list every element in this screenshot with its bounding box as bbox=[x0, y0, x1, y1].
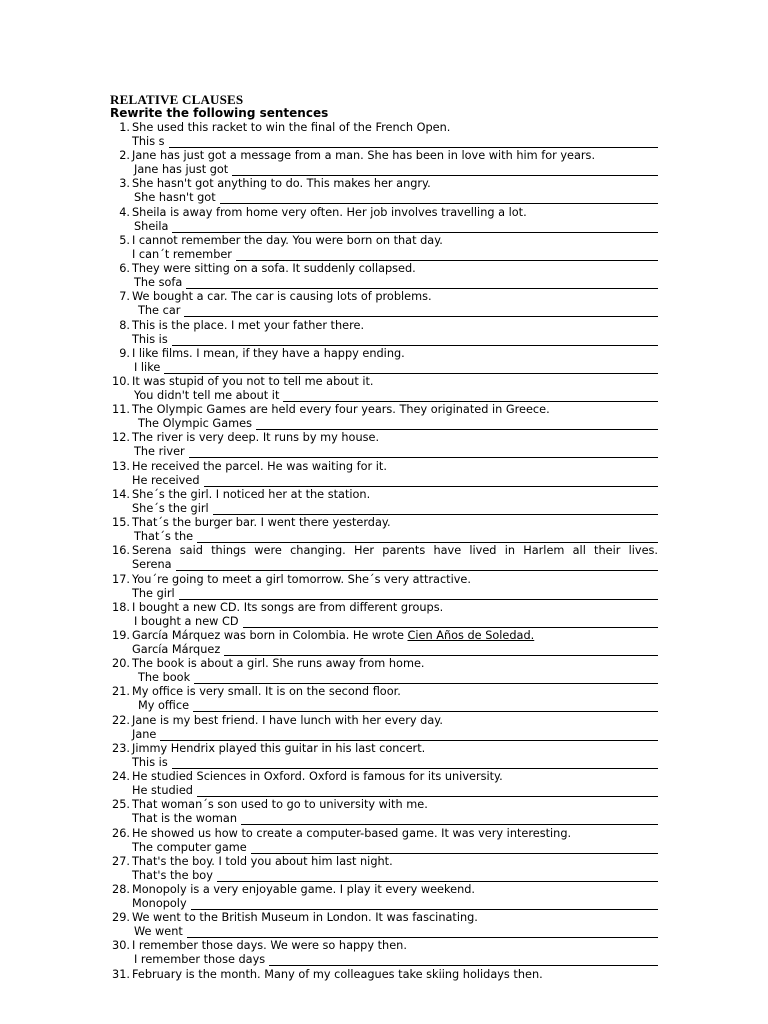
item-sentence-text: Jane is my best friend. I have lunch with her every day. bbox=[132, 713, 443, 727]
exercise-item bbox=[110, 375, 660, 403]
worksheet-title: RELATIVE CLAUSES bbox=[110, 92, 244, 107]
answer-blank-line[interactable] bbox=[251, 853, 658, 854]
item-number: 1. bbox=[119, 121, 130, 134]
item-number: 31. bbox=[112, 967, 130, 981]
item-sentence-text: Monopoly is a very enjoyable game. I play it every weekend. bbox=[132, 882, 476, 896]
item-sentence bbox=[132, 206, 527, 219]
item-sentence bbox=[132, 319, 364, 332]
item-number: 13. bbox=[112, 459, 130, 473]
answer-prompt: He studied bbox=[132, 784, 193, 798]
exercise-item bbox=[110, 403, 660, 431]
item-sentence-text: That´s the burger bar. I went there yesterday. bbox=[132, 516, 391, 530]
item-number: 7. bbox=[119, 290, 130, 304]
answer-blank-line[interactable] bbox=[256, 429, 658, 430]
answer-blank-line[interactable] bbox=[172, 768, 658, 769]
item-sentence bbox=[132, 827, 571, 840]
item-sentence-text: Jimmy Hendrix played this guitar in his last concert. bbox=[132, 741, 426, 755]
exercise-item bbox=[110, 911, 660, 939]
item-number: 16. bbox=[112, 544, 130, 558]
answer-prompt: This is bbox=[132, 755, 168, 769]
exercise-item bbox=[110, 319, 660, 347]
item-number: 20. bbox=[112, 657, 130, 671]
exercise-item bbox=[110, 516, 660, 544]
item-sentence bbox=[132, 403, 550, 416]
exercise-item bbox=[110, 714, 660, 742]
item-sentence-text: She´s the girl. I noticed her at the station. bbox=[132, 487, 371, 501]
answer-prompt: García Márquez bbox=[132, 642, 221, 656]
item-sentence bbox=[132, 290, 432, 303]
exercise-item bbox=[110, 544, 660, 572]
item-sentence-text: I bought a new CD. Its songs are from different groups. bbox=[132, 600, 444, 614]
answer-prompt: Serena bbox=[132, 558, 172, 572]
item-number: 2. bbox=[119, 149, 130, 163]
answer-blank-line[interactable] bbox=[197, 796, 658, 797]
item-sentence bbox=[132, 121, 450, 134]
item-sentence bbox=[132, 770, 503, 783]
answer-prompt: She´s the girl bbox=[132, 501, 209, 515]
answer-prompt: The Olympic Games bbox=[138, 417, 252, 431]
answer-prompt: I can´t remember bbox=[132, 247, 232, 261]
answer-blank-line[interactable] bbox=[193, 711, 658, 712]
item-sentence bbox=[132, 855, 393, 868]
exercise-item bbox=[110, 798, 660, 826]
item-sentence-text: They were sitting on a sofa. It suddenly collapsed. bbox=[132, 262, 416, 276]
answer-prompt: We went bbox=[134, 925, 183, 939]
exercise-item bbox=[110, 657, 660, 685]
answer-prompt: He received bbox=[132, 473, 200, 487]
exercise-item bbox=[110, 742, 660, 770]
exercise-item bbox=[110, 121, 660, 149]
answer-blank-line[interactable] bbox=[160, 740, 658, 741]
answer-prompt: The girl bbox=[132, 586, 175, 600]
exercise-item bbox=[110, 262, 660, 290]
answer-blank-line[interactable] bbox=[194, 683, 658, 684]
exercise-item bbox=[110, 149, 660, 177]
answer-prompt: The car bbox=[138, 304, 181, 318]
item-number: 25. bbox=[112, 798, 130, 812]
item-sentence-text: The river is very deep. It runs by my house. bbox=[132, 431, 380, 445]
item-number: 6. bbox=[119, 262, 130, 276]
answer-prompt: The computer game bbox=[132, 840, 247, 854]
item-sentence-text: It was stupid of you not to tell me about it. bbox=[132, 374, 374, 388]
item-number: 19. bbox=[112, 628, 130, 642]
item-sentence bbox=[132, 516, 391, 529]
exercise-item bbox=[110, 770, 660, 798]
answer-blank-line[interactable] bbox=[184, 316, 658, 317]
item-sentence bbox=[132, 149, 595, 162]
answer-prompt: That's the boy bbox=[132, 868, 213, 882]
item-number: 29. bbox=[112, 911, 130, 925]
item-number: 15. bbox=[112, 516, 130, 530]
item-sentence bbox=[132, 431, 379, 444]
item-sentence bbox=[132, 262, 416, 275]
item-sentence-text: She used this racket to win the final of the French Open. bbox=[132, 121, 451, 134]
answer-prompt: This s bbox=[132, 135, 165, 148]
item-number: 3. bbox=[119, 177, 130, 191]
exercise-item bbox=[110, 460, 660, 488]
item-number: 17. bbox=[112, 572, 130, 586]
item-sentence-text: You´re going to meet a girl tomorrow. She´s very attractive. bbox=[132, 572, 471, 586]
item-sentence bbox=[132, 742, 425, 755]
item-number: 26. bbox=[112, 826, 130, 840]
item-sentence bbox=[132, 573, 471, 586]
item-number: 4. bbox=[119, 205, 130, 219]
answer-blank-line[interactable] bbox=[176, 570, 658, 571]
exercise-item bbox=[110, 629, 660, 657]
answer-blank-line[interactable] bbox=[169, 147, 658, 148]
item-number: 12. bbox=[112, 431, 130, 445]
item-sentence bbox=[132, 234, 443, 247]
item-number: 11. bbox=[112, 403, 130, 417]
answer-blank-line[interactable] bbox=[213, 514, 658, 515]
item-sentence-text: He showed us how to create a computer-based game. It was very interesting. bbox=[132, 826, 572, 840]
answer-prompt: I bought a new CD bbox=[134, 614, 239, 628]
exercise-item bbox=[110, 177, 660, 205]
item-sentence-text: We went to the British Museum in London. It was fascinating. bbox=[132, 911, 478, 925]
item-sentence-text: Sheila is away from home very often. Her job involves travelling a lot. bbox=[132, 205, 527, 219]
answer-blank-line[interactable] bbox=[197, 542, 658, 543]
item-number: 27. bbox=[112, 854, 130, 868]
answer-prompt: Jane has just got bbox=[134, 163, 229, 177]
item-sentence bbox=[132, 460, 387, 473]
exercise-item bbox=[110, 431, 660, 459]
item-number: 21. bbox=[112, 685, 130, 699]
exercise-item bbox=[110, 234, 660, 262]
answer-blank-line[interactable] bbox=[283, 401, 658, 402]
item-sentence bbox=[132, 714, 443, 727]
item-number: 22. bbox=[112, 713, 130, 727]
exercise-item bbox=[110, 685, 660, 713]
answer-prompt: She hasn't got bbox=[134, 191, 216, 205]
answer-blank-line[interactable] bbox=[172, 345, 658, 346]
answer-blank-line[interactable] bbox=[187, 937, 658, 938]
item-number: 8. bbox=[119, 318, 130, 332]
item-sentence bbox=[132, 939, 407, 952]
exercise-item bbox=[110, 939, 660, 967]
answer-prompt: I like bbox=[134, 360, 161, 374]
answer-prompt: Sheila bbox=[134, 219, 169, 233]
item-number: 14. bbox=[112, 487, 130, 501]
item-sentence bbox=[132, 375, 374, 388]
item-sentence bbox=[132, 685, 401, 698]
item-sentence-text: García Márquez was born in Colombia. He wrote bbox=[132, 628, 408, 642]
item-number: 9. bbox=[119, 346, 130, 360]
item-sentence-text: I like films. I mean, if they have a happy ending. bbox=[132, 346, 405, 360]
item-sentence bbox=[132, 488, 370, 501]
answer-blank-line[interactable] bbox=[220, 203, 658, 204]
answer-prompt: My office bbox=[138, 699, 190, 713]
item-sentence-text: I cannot remember the day. You were born on that day. bbox=[132, 233, 443, 247]
item-sentence bbox=[132, 629, 534, 642]
answer-blank-line[interactable] bbox=[191, 909, 658, 910]
answer-prompt: That is the woman bbox=[132, 812, 237, 826]
exercise-item bbox=[110, 573, 660, 601]
exercise-item bbox=[110, 827, 660, 855]
answer-blank-line[interactable] bbox=[172, 232, 658, 233]
item-sentence-text: That woman´s son used to go to university with me. bbox=[132, 798, 428, 812]
answer-prompt: Jane bbox=[132, 727, 157, 741]
item-sentence bbox=[132, 883, 475, 896]
item-sentence-text: She hasn't got anything to do. This makes her angry. bbox=[132, 177, 431, 191]
item-sentence-text: We bought a car. The car is causing lots of problems. bbox=[132, 290, 432, 304]
answer-blank-line[interactable] bbox=[179, 599, 658, 600]
item-sentence bbox=[132, 968, 543, 981]
item-number: 18. bbox=[112, 600, 130, 614]
item-number: 28. bbox=[112, 882, 130, 896]
answer-prompt: The sofa bbox=[134, 276, 183, 290]
answer-prompt: Monopoly bbox=[132, 896, 187, 910]
item-sentence-text: That's the boy. I told you about him last night. bbox=[132, 854, 393, 868]
item-sentence bbox=[132, 798, 428, 811]
exercise-item bbox=[110, 347, 660, 375]
worksheet-instructions: Rewrite the following sentences bbox=[110, 106, 329, 120]
item-sentence bbox=[132, 544, 658, 557]
answer-blank-line[interactable] bbox=[186, 288, 658, 289]
item-sentence-text: The Olympic Games are held every four years. They originated in Greece. bbox=[132, 403, 550, 417]
item-number: 24. bbox=[112, 770, 130, 784]
item-sentence-text: February is the month. Many of my colleagues take skiing holidays then. bbox=[132, 967, 543, 981]
item-sentence-text: My office is very small. It is on the second floor. bbox=[132, 685, 401, 699]
exercise-item bbox=[110, 855, 660, 883]
answer-blank-line[interactable] bbox=[243, 627, 658, 628]
item-sentence-text: He received the parcel. He was waiting for it. bbox=[132, 459, 387, 473]
answer-blank-line[interactable] bbox=[164, 373, 658, 374]
book-title-underlined: Cien Años de Soledad. bbox=[407, 628, 535, 642]
answer-blank-line[interactable] bbox=[224, 655, 658, 656]
exercise-item bbox=[110, 488, 660, 516]
exercise-item bbox=[110, 290, 660, 318]
answer-prompt: You didn't tell me about it bbox=[134, 388, 280, 402]
item-sentence-text: This is the place. I met your father there. bbox=[132, 318, 365, 332]
answer-prompt: I remember those days bbox=[134, 953, 266, 967]
answer-prompt: This is bbox=[132, 332, 168, 346]
answer-blank-line[interactable] bbox=[217, 881, 658, 882]
item-number: 10. bbox=[112, 374, 130, 388]
answer-prompt: The river bbox=[134, 445, 185, 459]
answer-blank-line[interactable] bbox=[232, 175, 658, 176]
item-number: 5. bbox=[119, 233, 130, 247]
item-sentence bbox=[132, 911, 478, 924]
item-number: 23. bbox=[112, 741, 130, 755]
answer-blank-line[interactable] bbox=[269, 965, 658, 966]
exercise-item bbox=[110, 601, 660, 629]
answer-prompt: The book bbox=[138, 671, 191, 685]
answer-blank-line[interactable] bbox=[241, 824, 658, 825]
answer-blank-line[interactable] bbox=[204, 486, 659, 487]
item-sentence bbox=[132, 347, 405, 360]
item-sentence-text: The book is about a girl. She runs away from home. bbox=[132, 657, 425, 671]
answer-blank-line[interactable] bbox=[189, 457, 658, 458]
item-sentence bbox=[132, 177, 431, 190]
answer-prompt: That´s the bbox=[134, 530, 194, 544]
exercise-item bbox=[110, 968, 660, 996]
item-sentence bbox=[132, 601, 443, 614]
item-sentence-text: Jane has just got a message from a man. She has been in love with him for years. bbox=[132, 149, 596, 163]
item-sentence bbox=[132, 657, 425, 670]
exercise-item bbox=[110, 883, 660, 911]
item-sentence-text: I remember those days. We were so happy then. bbox=[132, 939, 407, 953]
item-number: 30. bbox=[112, 939, 130, 953]
item-sentence-text: Serena said things were changing. Her parents have lived in Harlem all their lives. bbox=[132, 544, 658, 558]
exercise-item bbox=[110, 206, 660, 234]
item-sentence-text: He studied Sciences in Oxford. Oxford is famous for its university. bbox=[132, 770, 503, 784]
answer-blank-line[interactable] bbox=[236, 260, 658, 261]
